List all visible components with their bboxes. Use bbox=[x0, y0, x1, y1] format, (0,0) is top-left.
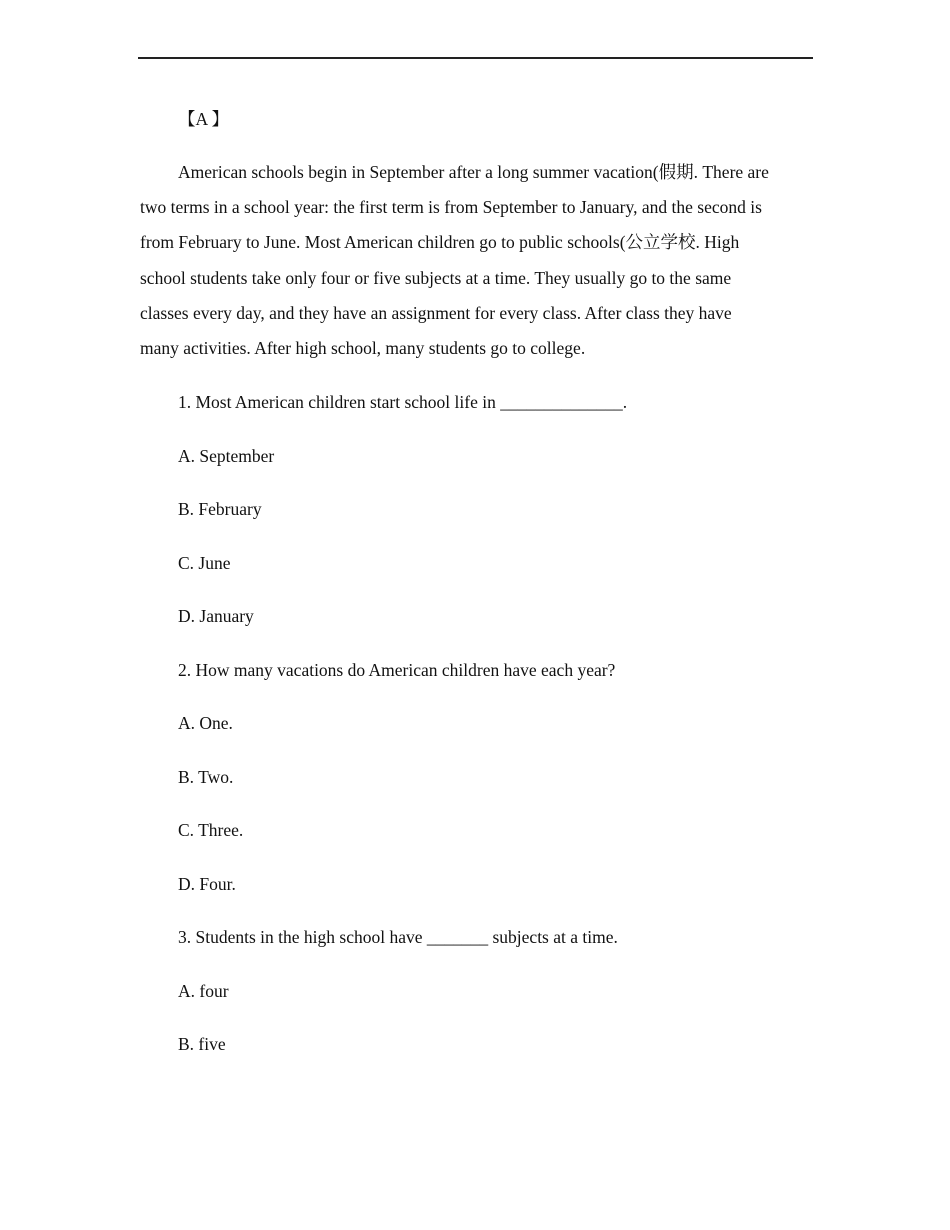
question-1-option-a: A. September bbox=[178, 445, 275, 466]
question-2-option-a: A. One. bbox=[178, 713, 233, 733]
question-2-stem: 2. How many vacations do American children have each year? bbox=[178, 659, 616, 680]
passage-line: classes every day, and they have an assignment for every class. After class they have bbox=[140, 302, 732, 323]
question-1-option-d: D. January bbox=[178, 606, 254, 626]
header-rule bbox=[138, 57, 813, 59]
question-3-stem: 3. Students in the high school have _______ subjects at a time. bbox=[178, 927, 618, 947]
passage-line: two terms in a school year: the first term is from September to January, and the second is bbox=[140, 197, 762, 218]
question-2-option-c: C. Three. bbox=[178, 820, 244, 840]
question-2-option-d: D. Four. bbox=[178, 873, 236, 894]
passage-line: many activities. After high school, many students go to college. bbox=[140, 338, 586, 359]
question-2-option-b: B. Two. bbox=[178, 766, 234, 787]
question-1-option-b: B. February bbox=[178, 499, 262, 519]
question-list bbox=[178, 391, 818, 1087]
reading-passage bbox=[140, 155, 808, 366]
question-3-option-b: B. five bbox=[178, 1034, 226, 1054]
question-3-option-a: A. four bbox=[178, 980, 229, 1001]
question-1-stem: 1. Most American children start school life in ______________. bbox=[178, 392, 628, 412]
question-1-option-c: C. June bbox=[178, 552, 231, 573]
section-label: 【A 】 bbox=[178, 109, 230, 129]
passage-line: American schools begin in September after a long summer vacation(假期. There are bbox=[178, 162, 769, 182]
passage-line: school students take only four or five subjects at a time. They usually go to the same bbox=[140, 267, 732, 288]
passage-line: from February to June. Most American children go to public schools(公立学校. High bbox=[140, 232, 740, 253]
